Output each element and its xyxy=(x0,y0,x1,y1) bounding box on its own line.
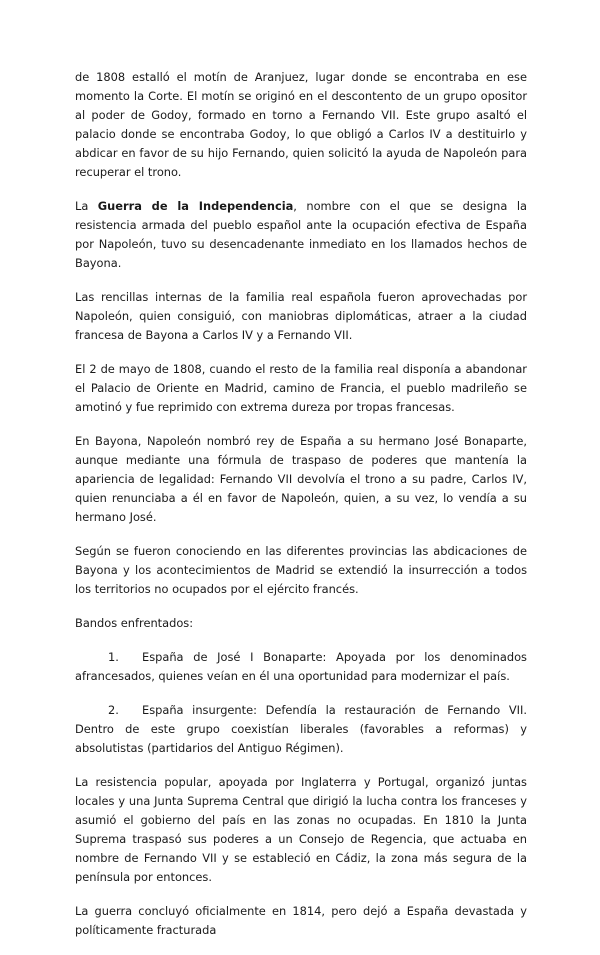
paragraph-dos-de-mayo: El 2 de mayo de 1808, cuando el resto de la familia real disponía a abandonar el Palacio de Oriente en Madrid, camino de Francia, el pueblo madrileño se amotinó y fue reprimido con extrema dureza por tropas francesas. xyxy=(75,362,527,414)
paragraph-insurreccion: Según se fueron conociendo en las diferentes provincias las abdicaciones de Bayona y los acontecimientos de Madrid se extendió la insurrección a todos los territorios no ocupados por el ejército francés. xyxy=(75,544,527,596)
bold-term: Guerra de la Independencia xyxy=(97,199,294,213)
paragraph-text: La xyxy=(75,199,98,213)
paragraph-bayona: En Bayona, Napoleón nombró rey de España a su hermano José Bonaparte, aunque mediante una fórmula de traspaso de poderes que mantenía la apariencia de legalidad: Fernando VII devolvía el trono a su padre, Carlos IV, quien renunciaba a él en favor de Napoleón, quien, a su vez, lo vendía a su hermano José. xyxy=(75,434,527,524)
list-item xyxy=(75,701,527,758)
paragraph-conclusion: La guerra concluyó oficialmente en 1814, pero dejó a España devastada y políticamente fracturada xyxy=(75,904,527,937)
document-page xyxy=(75,68,527,955)
list-item xyxy=(75,648,527,686)
paragraph-motin-aranjuez: de 1808 estalló el motín de Aranjuez, lugar donde se encontraba en ese momento la Corte. El motín se originó en el descontento de un grupo opositor al poder de Godoy, formado en torno a Fernando VII. Este grupo asaltó el palacio donde se encontraba Godoy, lo que obligó a Carlos IV a destituirlo y abdicar en favor de su hijo Fernando, quien solicitó la ayuda de Napoleón para recuperar el trono. xyxy=(75,70,527,179)
paragraph-text: , nombre con el que se designa la resistencia armada del pueblo español ante la ocupación efectiva de España por Napoleón, tuvo su desencadenante inmediato en los llamados hechos de Bayona. xyxy=(75,199,527,270)
list-number: 2. xyxy=(108,703,119,717)
paragraph-guerra-independencia xyxy=(75,197,527,273)
list-text: España insurgente: Defendía la restauración de Fernando VII. Dentro de este grupo coexistían liberales (favorables a reformas) y absolutistas (partidarios del Antiguo Régimen). xyxy=(75,703,527,755)
list-number: 1. xyxy=(108,650,119,664)
paragraph-bandos-heading: Bandos enfrentados: xyxy=(75,616,194,630)
paragraph-rencillas: Las rencillas internas de la familia real española fueron aprovechadas por Napoleón, quien consiguió, con maniobras diplomáticas, atraer a la ciudad francesa de Bayona a Carlos IV y a Fernando VII. xyxy=(75,290,527,342)
list-text: España de José I Bonaparte: Apoyada por los denominados afrancesados, quienes veían en él una oportunidad para modernizar el país. xyxy=(75,650,527,683)
paragraph-resistencia-popular: La resistencia popular, apoyada por Inglaterra y Portugal, organizó juntas locales y una Junta Suprema Central que dirigió la lucha contra los franceses y asumió el gobierno del país en las zonas no ocupadas. En 1810 la Junta Suprema traspasó sus poderes a un Consejo de Regencia, que actuaba en nombre de Fernando VII y se estableció en Cádiz, la zona más segura de la península por entonces. xyxy=(75,775,527,884)
